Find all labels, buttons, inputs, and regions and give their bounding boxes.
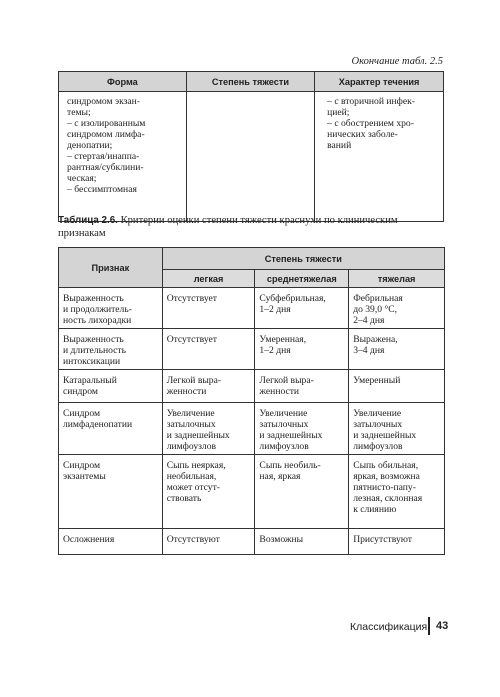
severe-cell — [349, 329, 445, 370]
mild-cell — [162, 529, 255, 555]
cell-line: Умеренная, — [259, 334, 307, 345]
header-sign: Признак — [59, 248, 163, 288]
cell-line: затылочных — [353, 419, 403, 430]
cell-line: до 39,0 °С, — [353, 304, 398, 315]
cell-line: и продолжитель- — [63, 304, 132, 315]
moderate-cell — [255, 403, 349, 455]
sign-cell — [59, 288, 163, 329]
cell-line: Синдром — [63, 460, 101, 471]
table-title-text: Критерии оценки степени тяжести краснухи по клиническим признакам — [58, 215, 398, 239]
moderate-cell — [255, 455, 349, 529]
cell-line: 2–4 дня — [353, 315, 385, 326]
table-title — [58, 214, 446, 240]
cell-line: необильная, — [166, 471, 217, 482]
table-number: Таблица 2.6. — [58, 215, 118, 226]
cell-line: Увеличение — [166, 408, 215, 419]
header-course: Характер течения — [315, 72, 444, 92]
cell-line: Выражена, — [353, 334, 398, 345]
cell-line: Отсутствует — [166, 334, 217, 345]
cell-line: синдромом лимфа- — [67, 129, 145, 140]
cell-line: 1–2 дня — [259, 345, 291, 356]
cell-line: женности — [166, 386, 207, 397]
table-row — [59, 329, 445, 370]
cell-line: ность лихорадки — [63, 315, 132, 326]
cell-line: яркая, возможна — [353, 471, 420, 482]
table-body — [59, 288, 445, 555]
cell-line: Возможны — [259, 534, 304, 545]
cell-line: Осложнения — [63, 534, 115, 545]
cell-line: цией; — [327, 107, 350, 118]
cell-line: интоксикации — [63, 356, 121, 367]
moderate-cell — [255, 329, 349, 370]
continuation-table-header — [59, 72, 444, 92]
cell-line: – стертая/инаппа- — [67, 151, 140, 162]
subheader-moderate: среднетяжелая — [255, 270, 349, 288]
table-header-row — [59, 248, 445, 270]
header-severity: Степень тяжести — [186, 72, 314, 92]
cell-line: лезная, склонная — [353, 493, 423, 504]
cell-line: Увеличение — [259, 408, 308, 419]
sign-cell — [59, 370, 163, 403]
cell-line: рантная/субклини- — [67, 162, 144, 173]
severe-cell — [349, 370, 445, 403]
continuation-table — [58, 71, 444, 222]
cell-line: – с изолированным — [67, 118, 146, 129]
severe-cell — [349, 288, 445, 329]
severe-cell — [349, 403, 445, 455]
mild-cell — [162, 329, 255, 370]
continuation-caption: Окончание табл. 2.5 — [351, 56, 443, 67]
cell-line: к слиянию — [353, 504, 397, 515]
cell-line: ваний — [327, 140, 352, 151]
moderate-cell — [255, 370, 349, 403]
sign-cell — [59, 529, 163, 555]
cell-line: Синдром — [63, 408, 101, 419]
moderate-cell — [255, 288, 349, 329]
cell-line: – с вторичной инфек- — [327, 96, 415, 107]
cell-line: Легкой выра- — [259, 375, 314, 386]
cell-line: 1–2 дня — [259, 304, 291, 315]
cell-line: Присутствуют — [353, 534, 412, 545]
cell-line: ствовать — [166, 493, 202, 504]
cell-line: Отсутствуют — [166, 534, 220, 545]
section-name: Классификация — [350, 621, 428, 633]
sign-cell — [59, 455, 163, 529]
cell-line: затылочных — [259, 419, 309, 430]
cell-line: Субфебрильная, — [259, 293, 326, 304]
footer-divider — [428, 617, 430, 635]
table-row — [59, 529, 445, 555]
cell-line: может отсут- — [166, 482, 220, 493]
cell-line: лимфоузлов — [259, 441, 309, 452]
cell-line: Выраженность — [63, 293, 124, 304]
header-severity-degree: Степень тяжести — [162, 248, 444, 270]
continuation-table-row — [59, 92, 444, 222]
cell-line: ческая; — [67, 173, 97, 184]
cell-line: Фебрильная — [353, 293, 403, 304]
severity-cell — [186, 92, 314, 222]
cell-line: денопатии; — [67, 140, 113, 151]
cell-line: лимфоузлов — [353, 441, 403, 452]
mild-cell — [162, 370, 255, 403]
table-row — [59, 370, 445, 403]
cell-line: Отсутствует — [166, 293, 217, 304]
sign-cell — [59, 403, 163, 455]
moderate-cell — [255, 529, 349, 555]
severe-cell — [349, 529, 445, 555]
cell-line: ная, яркая — [259, 471, 301, 482]
cell-line: и длительность — [63, 345, 126, 356]
severity-criteria-table — [58, 247, 445, 555]
cell-line: пятнисто-папу- — [353, 482, 416, 493]
severe-cell — [349, 455, 445, 529]
cell-line: Сыпь неяркая, — [166, 460, 226, 471]
cell-line: и заднешейных — [259, 430, 323, 441]
cell-line: Умеренный — [353, 375, 401, 386]
cell-line: лимфоузлов — [166, 441, 217, 452]
table-row — [59, 403, 445, 455]
page-number: 43 — [436, 620, 449, 632]
mild-cell — [162, 403, 255, 455]
cell-line: экзантемы — [63, 471, 106, 482]
cell-line: Сыпь обильная, — [353, 460, 419, 471]
subheader-severe: тяжелая — [349, 270, 445, 288]
cell-line: Выраженность — [63, 334, 124, 345]
form-cell — [59, 92, 187, 222]
cell-line: лимфаденопатии — [63, 419, 133, 430]
cell-line: Увеличение — [353, 408, 402, 419]
cell-line: нических заболе- — [327, 129, 398, 140]
cell-line: синдромом экзан- — [67, 96, 141, 107]
cell-line: синдром — [63, 386, 98, 397]
table-row — [59, 288, 445, 329]
cell-line: – с обострением хро- — [327, 118, 414, 129]
table-row — [59, 455, 445, 529]
cell-line: затылочных — [166, 419, 216, 430]
cell-line: Легкой выра- — [166, 375, 222, 386]
cell-line: – бессимптомная — [67, 184, 137, 195]
cell-line: Катаральный — [63, 375, 117, 386]
cell-line: темы; — [67, 107, 91, 118]
subheader-mild: легкая — [162, 270, 255, 288]
mild-cell — [162, 455, 255, 529]
cell-line: Сыпь необиль- — [259, 460, 321, 471]
cell-line: и заднешейных — [353, 430, 417, 441]
header-form: Форма — [59, 72, 187, 92]
cell-line: и заднешейных — [166, 430, 230, 441]
sign-cell — [59, 329, 163, 370]
cell-line: 3–4 дня — [353, 345, 385, 356]
cell-line: женности — [259, 386, 300, 397]
mild-cell — [162, 288, 255, 329]
course-cell — [315, 92, 444, 222]
